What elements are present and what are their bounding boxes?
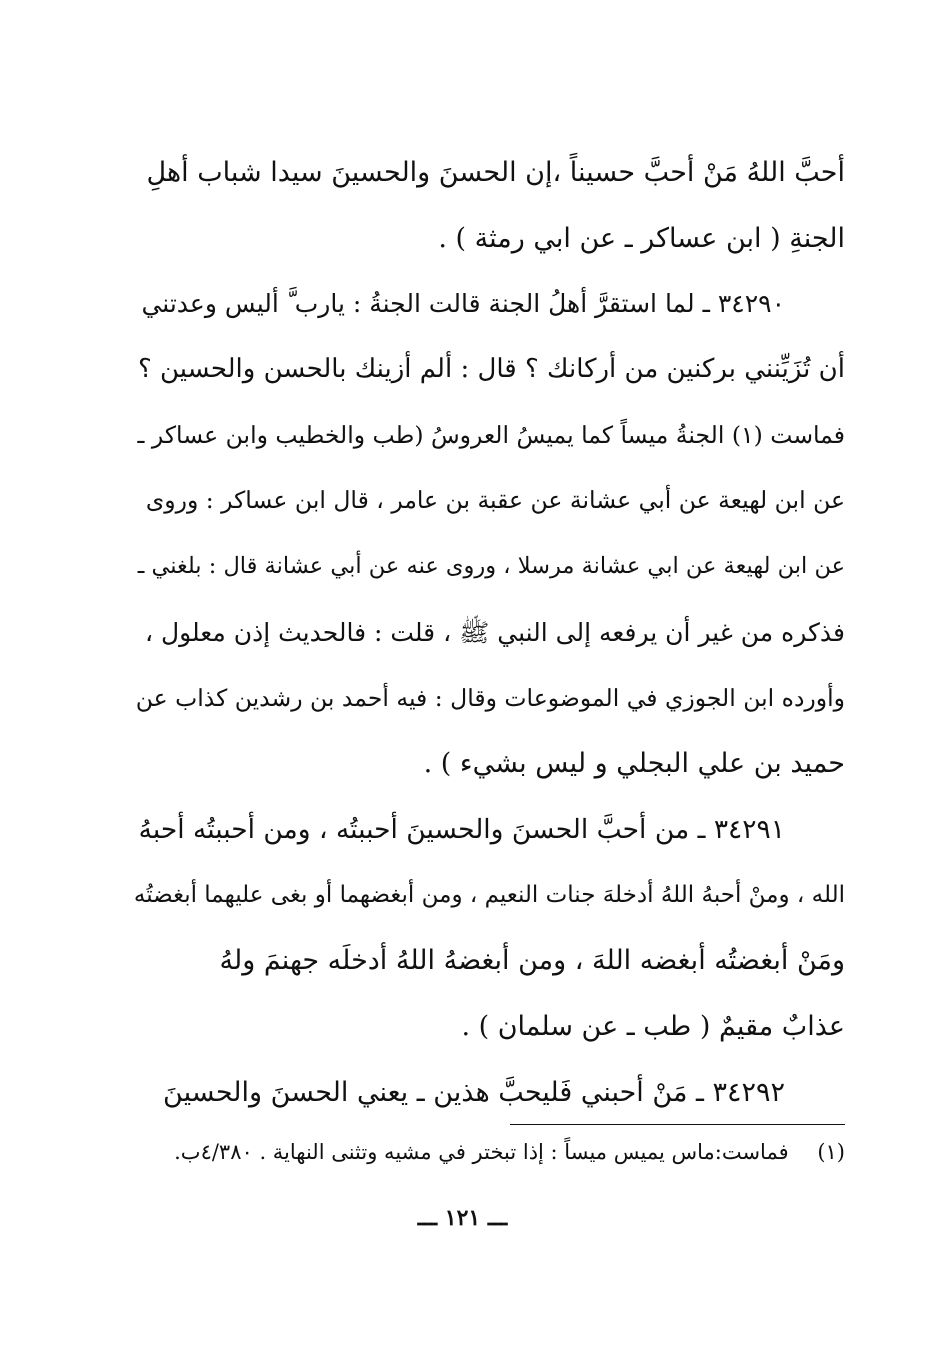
text-line: أن تُزَيِّنني بركنين من أركانك ؟ قال : ألم أزينك بالحسن والحسين ؟ [137, 354, 845, 385]
text-line: وأورده ابن الجوزي في الموضوعات وقال : فيه أحمد بن رشدين كذاب عن [135, 683, 845, 712]
hadith-34290-start: ٣٤٢٩٠ ـ لما استقرَّ أهلُ الجنة قالت الجنةُ : يارب َّ أليس وعدتني [141, 289, 785, 319]
hadith-34292-start: ٣٤٢٩٢ ـ مَنْ أحبني فَليحبَّ هذين ـ يعني الحسنَ والحسينَ [163, 1076, 785, 1108]
text-line: عن ابن لهيعة عن ابي عشانة مرسلا ، وروى عنه عن أبي عشانة قال : بلغني ـ [137, 553, 845, 580]
footnote [150, 1132, 845, 1172]
hadith-34291-start: ٣٤٢٩١ ـ من أحبَّ الحسنَ والحسينَ أحببتُه ، ومن أحببتُه أحبهُ [138, 813, 785, 845]
footnote-text: فماست:ماس يميس ميساً : إذا تبختر في مشيه وتثنى النهاية . ٤/٣٨٠ب. [174, 1140, 789, 1164]
footnote-divider [510, 1124, 845, 1125]
text-line: حميد بن علي البجلي و ليس بشيء ) . [423, 748, 845, 780]
text-line: عذابٌ مقيمٌ ( طب ـ عن سلمان ) . [461, 1010, 845, 1042]
text-line: ومَنْ أبغضتُه أبغضه اللهَ ، ومن أبغضهُ اللهُ أدخلَه جهنمَ ولهُ [219, 945, 845, 977]
text-line: فماست (١) الجنةُ ميساً كما يميسُ العروسُ (طب والخطيب وابن عساكر ـ [137, 420, 845, 449]
text-line: الله ، ومنْ أحبهُ اللهُ أدخلهَ جنات النعيم ، ومن أبغضهما أو بغى عليهما أبغضتُه [133, 881, 845, 908]
body-text [133, 140, 845, 1125]
page-number: ـــ ١٢١ ـــ [417, 1205, 508, 1231]
text-line: الجنةِ ( ابن عساكر ـ عن ابي رمثة ) . [438, 222, 845, 254]
footnote-number: (١) [817, 1140, 845, 1164]
text-line: أحبَّ اللهُ مَنْ أحبَّ حسيناً ،إن الحسنَ والحسينَ سيدا شباب أهلِ [146, 157, 845, 188]
text-line: فذكره من غير أن يرفعه إلى النبي ﷺ ، قلت : فالحديث إذن معلول ، [144, 617, 845, 647]
text-line: عن ابن لهيعة عن أبي عشانة عن عقبة بن عامر ، قال ابن عساكر : وروى [145, 486, 845, 515]
